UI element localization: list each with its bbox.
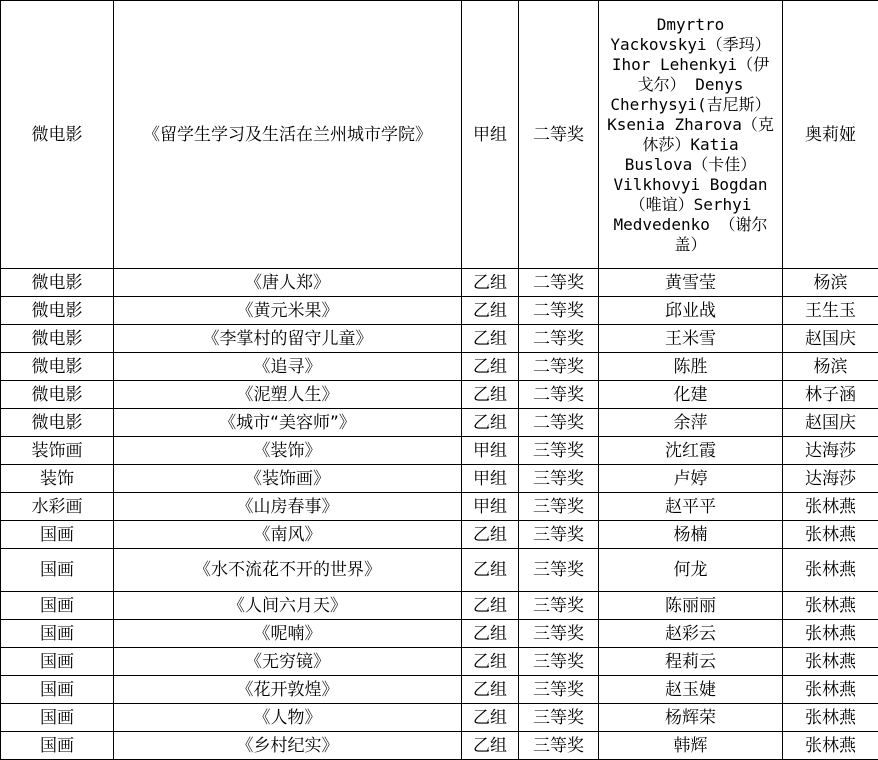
cell-award: 二等奖 (519, 325, 599, 353)
cell-title: 《装饰画》 (114, 465, 462, 493)
cell-group: 甲组 (462, 1, 519, 269)
cell-award: 二等奖 (519, 297, 599, 325)
cell-members: 程莉云 (599, 648, 783, 676)
cell-members: 杨辉荣 (599, 704, 783, 732)
cell-category: 国画 (1, 704, 114, 732)
table-row (1, 465, 878, 493)
cell-members: 杨楠 (599, 521, 783, 549)
cell-teacher: 杨滨 (783, 353, 878, 381)
cell-category: 水彩画 (1, 493, 114, 521)
cell-teacher: 张林燕 (783, 704, 878, 732)
cell-award: 二等奖 (519, 353, 599, 381)
cell-category: 国画 (1, 521, 114, 549)
cell-category: 国画 (1, 676, 114, 704)
table-row (1, 493, 878, 521)
cell-award: 二等奖 (519, 381, 599, 409)
cell-category: 国画 (1, 592, 114, 620)
cell-award: 三等奖 (519, 465, 599, 493)
member-line: Cherhysyi(吉尼斯） (599, 95, 782, 115)
cell-group: 甲组 (462, 437, 519, 465)
table-row (1, 381, 878, 409)
cell-group: 甲组 (462, 465, 519, 493)
cell-teacher: 张林燕 (783, 521, 878, 549)
cell-title: 《花开敦煌》 (114, 676, 462, 704)
cell-award: 三等奖 (519, 648, 599, 676)
cell-award: 三等奖 (519, 704, 599, 732)
cell-award: 二等奖 (519, 409, 599, 437)
member-line: Ihor Lehenkyi（伊 (599, 55, 782, 75)
cell-teacher: 达海莎 (783, 437, 878, 465)
cell-members: 沈红霞 (599, 437, 783, 465)
cell-category: 微电影 (1, 409, 114, 437)
cell-teacher: 张林燕 (783, 620, 878, 648)
member-line: 盖） (599, 235, 782, 255)
member-line: Buslova（卡佳） (599, 155, 782, 175)
member-line: Ksenia Zharova（克 (599, 115, 782, 135)
cell-members: 赵玉婕 (599, 676, 783, 704)
table-row (1, 297, 878, 325)
cell-title: 《唐人郑》 (114, 269, 462, 297)
cell-teacher: 林子涵 (783, 381, 878, 409)
table-row (1, 1, 878, 269)
cell-title: 《无穷镜》 (114, 648, 462, 676)
cell-award: 三等奖 (519, 592, 599, 620)
cell-teacher: 张林燕 (783, 549, 878, 592)
cell-members: 余萍 (599, 409, 783, 437)
cell-group: 乙组 (462, 353, 519, 381)
cell-teacher: 张林燕 (783, 648, 878, 676)
cell-members: 何龙 (599, 549, 783, 592)
cell-group: 乙组 (462, 620, 519, 648)
cell-title: 《山房春事》 (114, 493, 462, 521)
cell-teacher: 张林燕 (783, 732, 878, 760)
cell-award: 三等奖 (519, 549, 599, 592)
cell-members: 赵彩云 (599, 620, 783, 648)
cell-members: 黄雪莹 (599, 269, 783, 297)
cell-group: 乙组 (462, 381, 519, 409)
table-row (1, 620, 878, 648)
cell-category: 国画 (1, 732, 114, 760)
cell-group: 乙组 (462, 732, 519, 760)
member-line: 戈尔） Denys (599, 75, 782, 95)
cell-members: 卢婷 (599, 465, 783, 493)
table-row (1, 437, 878, 465)
cell-award: 三等奖 (519, 493, 599, 521)
cell-category: 微电影 (1, 325, 114, 353)
cell-award: 三等奖 (519, 437, 599, 465)
cell-title: 《城市“美容师”》 (114, 409, 462, 437)
cell-category: 装饰 (1, 465, 114, 493)
cell-group: 乙组 (462, 592, 519, 620)
cell-title: 《泥塑人生》 (114, 381, 462, 409)
table-row (1, 732, 878, 760)
table-row (1, 676, 878, 704)
cell-title: 《装饰》 (114, 437, 462, 465)
member-line: Dmyrtro (599, 15, 782, 35)
table-row (1, 353, 878, 381)
cell-teacher: 张林燕 (783, 493, 878, 521)
member-line: （唯谊）Serhyi (599, 195, 782, 215)
cell-category: 微电影 (1, 381, 114, 409)
table-row (1, 409, 878, 437)
table-row (1, 704, 878, 732)
cell-category: 微电影 (1, 297, 114, 325)
cell-category: 国画 (1, 648, 114, 676)
cell-members: 王米雪 (599, 325, 783, 353)
cell-category: 微电影 (1, 1, 114, 269)
cell-members: 赵平平 (599, 493, 783, 521)
cell-group: 乙组 (462, 676, 519, 704)
cell-category: 国画 (1, 549, 114, 592)
cell-group: 乙组 (462, 549, 519, 592)
cell-category: 国画 (1, 620, 114, 648)
cell-members: 邱业战 (599, 297, 783, 325)
cell-group: 乙组 (462, 297, 519, 325)
cell-award: 三等奖 (519, 620, 599, 648)
cell-title: 《水不流花不开的世界》 (114, 549, 462, 592)
cell-title: 《李掌村的留守儿童》 (114, 325, 462, 353)
cell-teacher: 赵国庆 (783, 409, 878, 437)
cell-group: 乙组 (462, 325, 519, 353)
cell-members: 陈丽丽 (599, 592, 783, 620)
cell-members (599, 1, 783, 269)
cell-category: 微电影 (1, 269, 114, 297)
cell-group: 乙组 (462, 521, 519, 549)
cell-members: 陈胜 (599, 353, 783, 381)
cell-award: 二等奖 (519, 1, 599, 269)
member-line: 休莎）Katia (599, 135, 782, 155)
cell-award: 三等奖 (519, 521, 599, 549)
table-row (1, 648, 878, 676)
cell-group: 乙组 (462, 409, 519, 437)
cell-title: 《人间六月天》 (114, 592, 462, 620)
cell-teacher: 王生玉 (783, 297, 878, 325)
cell-teacher: 张林燕 (783, 592, 878, 620)
member-line: Medvedenko （谢尔 (599, 215, 782, 235)
cell-teacher: 达海莎 (783, 465, 878, 493)
cell-title: 《乡村纪实》 (114, 732, 462, 760)
cell-teacher: 赵国庆 (783, 325, 878, 353)
cell-group: 甲组 (462, 493, 519, 521)
table-row (1, 592, 878, 620)
cell-title: 《呢喃》 (114, 620, 462, 648)
table-row (1, 521, 878, 549)
cell-award: 三等奖 (519, 732, 599, 760)
cell-title: 《黄元米果》 (114, 297, 462, 325)
cell-group: 乙组 (462, 704, 519, 732)
cell-title: 《南风》 (114, 521, 462, 549)
cell-teacher: 张林燕 (783, 676, 878, 704)
cell-category: 装饰画 (1, 437, 114, 465)
cell-members: 化建 (599, 381, 783, 409)
cell-award: 二等奖 (519, 269, 599, 297)
table-row (1, 325, 878, 353)
cell-teacher: 奥莉娅 (783, 1, 878, 269)
cell-award: 三等奖 (519, 676, 599, 704)
cell-members: 韩辉 (599, 732, 783, 760)
cell-category: 微电影 (1, 353, 114, 381)
cell-title: 《人物》 (114, 704, 462, 732)
cell-title: 《留学生学习及生活在兰州城市学院》 (114, 1, 462, 269)
member-line: Yackovskyi（季玛） (599, 35, 782, 55)
cell-teacher: 杨滨 (783, 269, 878, 297)
table-row (1, 549, 878, 592)
table-row (1, 269, 878, 297)
cell-group: 乙组 (462, 648, 519, 676)
cell-title: 《追寻》 (114, 353, 462, 381)
member-line: Vilkhovyi Bogdan (599, 175, 782, 195)
cell-group: 乙组 (462, 269, 519, 297)
